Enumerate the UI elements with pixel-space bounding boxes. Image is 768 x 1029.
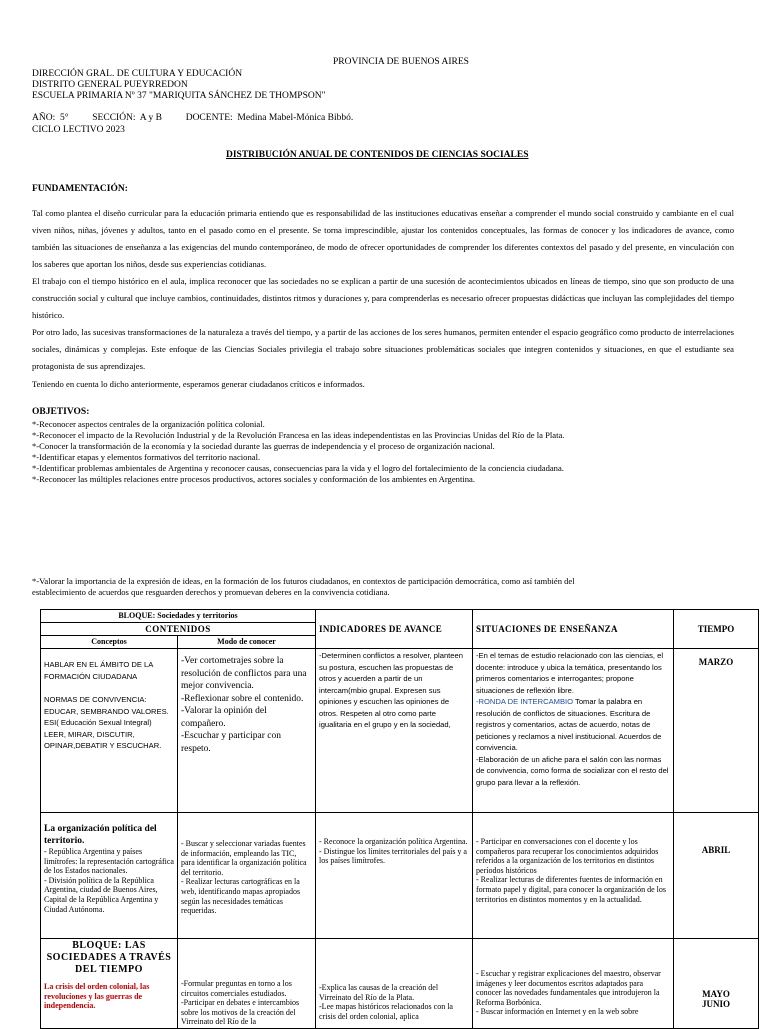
objetivo-item: *-Conocer la transformación de la economía y la sociedad durante las guerras de independencia y el proceso de organización nacional. [32, 441, 495, 451]
header-info-line: AÑO: 5° SECCIÓN: A y B DOCENTE: Medina Mabel-Mónica Bibbó. [32, 113, 354, 123]
row1-situaciones [473, 649, 674, 813]
row1-tiempo: MARZO [674, 649, 759, 813]
header-direccion: DIRECCIÓN GRAL. DE CULTURA Y EDUCACIÓN [32, 69, 243, 79]
row1-indicadores: -Determinen conflictos a resolver, planteen su postura, escuchen las propuestas de otros y acuerden a partir de un intercam(mbio grupal. Expresen sus opiniones y escuchen las opiniones de otros. Respeten al otro como parte igualitaria en el grupo y en la sociedad, [316, 649, 473, 813]
modo-conocer-header: Modo de conocer [178, 636, 316, 649]
fundamentacion-paragraph-3: Por otro lado, las sucesivas transformaciones de la naturaleza a través del tiempo, y a partir de las acciones de los seres humanos, permiten entender el espacio geográfico como producto de interrelaciones sociales, dinámicas y complejas. Este enfoque de las Ciencias Sociales privilegia el trabajo sobre situaciones problemáticas sociales que integren contenidos y situaciones, en que el estudiante sea protagonista de sus aprendizajes. [32, 327, 734, 371]
objetivos-heading: OBJETIVOS: [32, 407, 90, 417]
contenidos-table [40, 609, 759, 1029]
indicadores-header: INDICADORES DE AVANCE [316, 623, 473, 649]
crisis-orden-colonial: La crisis del orden colonial, las revoluciones y las guerras de independencia. [44, 982, 150, 1011]
row1-conceptos [41, 649, 178, 813]
empty-cell [674, 610, 759, 623]
row3-conceptos [41, 939, 178, 1029]
header-distrito: DISTRITO GENERAL PUEYRREDON [32, 80, 188, 90]
row2-modo-conocer: - Buscar y seleccionar variadas fuentes de información, empleando las TIC, para identificar la organización política del territorio. - Realizar lecturas cartográficas en la web, identificando mapas apropiados según las necesidades temáticas requeridas. [178, 813, 316, 939]
row3-situaciones: - Escuchar y registrar explicaciones del maestro, observar imágenes y leer documentos escritos adaptados para conocer las novedades fundamentales que introdujeron la Reforma Borbónica. - Buscar información en Internet y en la web sobre [473, 939, 674, 1029]
row3-modo-conocer: -Formular preguntas en torno a los circuitos comerciales estudiados. -Participar en debates e intercambios sobre los motivos de la creación del Virreinato del Río de la [178, 939, 316, 1029]
objetivo-extra-line-2: establecimiento de acuerdos que resguarden derechos y promuevan deberes en la convivencia cotidiana. [32, 587, 390, 597]
row2-tiempo: ABRIL [674, 813, 759, 939]
organizacion-politica-heading: La organización política del territorio. [44, 824, 157, 846]
row2-indicadores: - Reconoce la organización política Argentina. - Distingue los límites territoriales del país y a los países limítrofes. [316, 813, 473, 939]
conceptos-normas-convivencia: NORMAS DE CONVIVENCIA: EDUCAR, SEMBRANDO VALORES. [44, 695, 169, 716]
organizacion-politica-conceptos: - República Argentina y países limítrofes: la representación cartográfica de los Estados nacionales. - División política de la República Argentina, ciudad de Buenos Aires, Capital de la República Argentina y Ciudad Autónoma. [44, 847, 174, 914]
conceptos-esi: ESI( Educación Sexual Integral) LEER, MIRAR, DISCUTIR, OPINAR,DEBATIR Y ESCUCHAR. [44, 718, 162, 750]
bloque-sociedades-territorios: BLOQUE: Sociedades y territorios [41, 610, 316, 623]
objetivo-item: *-Identificar problemas ambientales de Argentina y reconocer causas, consecuencias para la vida y el logro del fortalecimiento de la conciencia ciudadana. [32, 463, 564, 473]
objetivo-item: *-Reconocer aspectos centrales de la organización política colonial. [32, 419, 265, 429]
contenidos-header: CONTENIDOS [41, 623, 316, 636]
row1-modo-conocer: -Ver cortometrajes sobre la resolución de conflictos para una mejor convivencia. -Reflexionar sobre el contenido. -Valorar la opinión del compañero. -Escuchar y participar con respeto. [178, 649, 316, 813]
situaciones-ronda: Tomar la palabra en resolución de conflictos de situaciones. Escritura de registros y comentarios, actas de acuerdo, notas de peticiones y reclamos a nivel institucional. Acuerdos de convivencia. [476, 697, 662, 752]
row3-tiempo: MAYO JUNIO [674, 939, 759, 1029]
empty-cell [473, 610, 674, 623]
objetivo-extra-line-1: *-Valorar la importancia de la expresión de ideas, en la formación de los futuros ciudadanos, en contextos de participación democrática, como así también del [32, 576, 575, 586]
fundamentacion-paragraph-4: Teniendo en cuenta lo dicho anteriormente, esperamos generar ciudadanos críticos e informados. [32, 379, 365, 389]
document-title: DISTRIBUCIÓN ANUAL DE CONTENIDOS DE CIENCIAS SOCIALES [226, 150, 529, 160]
tiempo-header: TIEMPO [674, 623, 759, 649]
situaciones-intro: -En el temas de estudio relacionado con las ciencias, el docente: introduce y ubica la temática, presentando los primeros comentarios e interrogantes; propone situaciones de reflexión libre. [476, 651, 664, 695]
conceptos-formacion-ciudadana: HABLAR EN EL ÁMBITO DE LA FORMACIÓN CIUDADANA [44, 660, 153, 681]
row2-conceptos [41, 813, 178, 939]
province-heading: PROVINCIA DE BUENOS AIRES [333, 57, 469, 67]
ronda-intercambio-label: -RONDA DE INTERCAMBIO [476, 697, 574, 706]
empty-cell [316, 610, 473, 623]
header-escuela: ESCUELA PRIMARIA Nº 37 "MARIQUITA SÁNCHEZ DE THOMPSON" [32, 91, 326, 101]
objetivo-item: *-Reconocer el impacto de la Revolución Industrial y de la Revolución Francesa en las ideas independentistas en las Provincias Unidas del Río de la Plata. [32, 430, 565, 440]
fundamentacion-paragraph-2: El trabajo con el tiempo histórico en el aula, implica reconocer que las sociedades no se explican a partir de una sucesión de acontecimientos ubicados en líneas de tiempo, sino que son producto de una construcción social y cultural que incluye cambios, continuidades, distintos ritmos y duraciones y, para comprenderlas es necesario ofrecer propuestas didácticas que incluyan las complejidades del tiempo histórico. [32, 276, 734, 320]
objetivo-item: *-Reconocer las múltiples relaciones entre procesos productivos, actores sociales y conformación de los ambientes en Argentina. [32, 474, 475, 484]
header-ciclo: CICLO LECTIVO 2023 [32, 125, 125, 135]
conceptos-header: Conceptos [41, 636, 178, 649]
fundamentacion-paragraph-1: Tal como plantea el diseño curricular para la educación primaria entiendo que es responsabilidad de las instituciones educativas enseñar a comprender el mundo social construido y cambiante en el cual viven niños, niñas, jóvenes y adultos, tanto en el pasado como en el presente. Se torna imprescindible, ajustar los contenidos conceptuales, las formas de conocer y los indicadores de avance, como también las situaciones de enseñanza a las exigencias del mundo contemporáneo, de modo de ofrecer oportunidades de comprender los diferentes contextos del pasado y del presente, en vinculación con los saberes que aportan los niños, desde sus experiencias cotidianas. [32, 208, 734, 269]
row3-indicadores: -Explica las causas de la creación del Virreinato del Río de la Plata. -Lee mapas históricos relacionados con la crisis del orden colonial, aplica [316, 939, 473, 1029]
bloque-sociedades-tiempo: BLOQUE: LAS SOCIEDADES A TRAVÉS DEL TIEMPO [46, 940, 172, 975]
fundamentacion-heading: FUNDAMENTACIÓN: [32, 184, 128, 194]
objetivo-item: *-Identificar etapas y elementos formativos del territorio nacional. [32, 452, 261, 462]
situaciones-header: SITUACIONES DE ENSEÑANZA [473, 623, 674, 649]
row2-situaciones: - Participar en conversaciones con el docente y los compañeros para recuperar los conocimientos adquiridos referidos a la organización de los territorios en distintos períodos históricos - Realizar lecturas de diferentes fuentes de información en formato papel y digital, para conocer la organización de los territorios en distintos momentos y en la actualidad. [473, 813, 674, 939]
situaciones-afiche: -Elaboración de un afiche para el salón con las normas de convivencia, como forma de socializar con el resto del grupo para llevar a la reflexión. [476, 754, 669, 787]
